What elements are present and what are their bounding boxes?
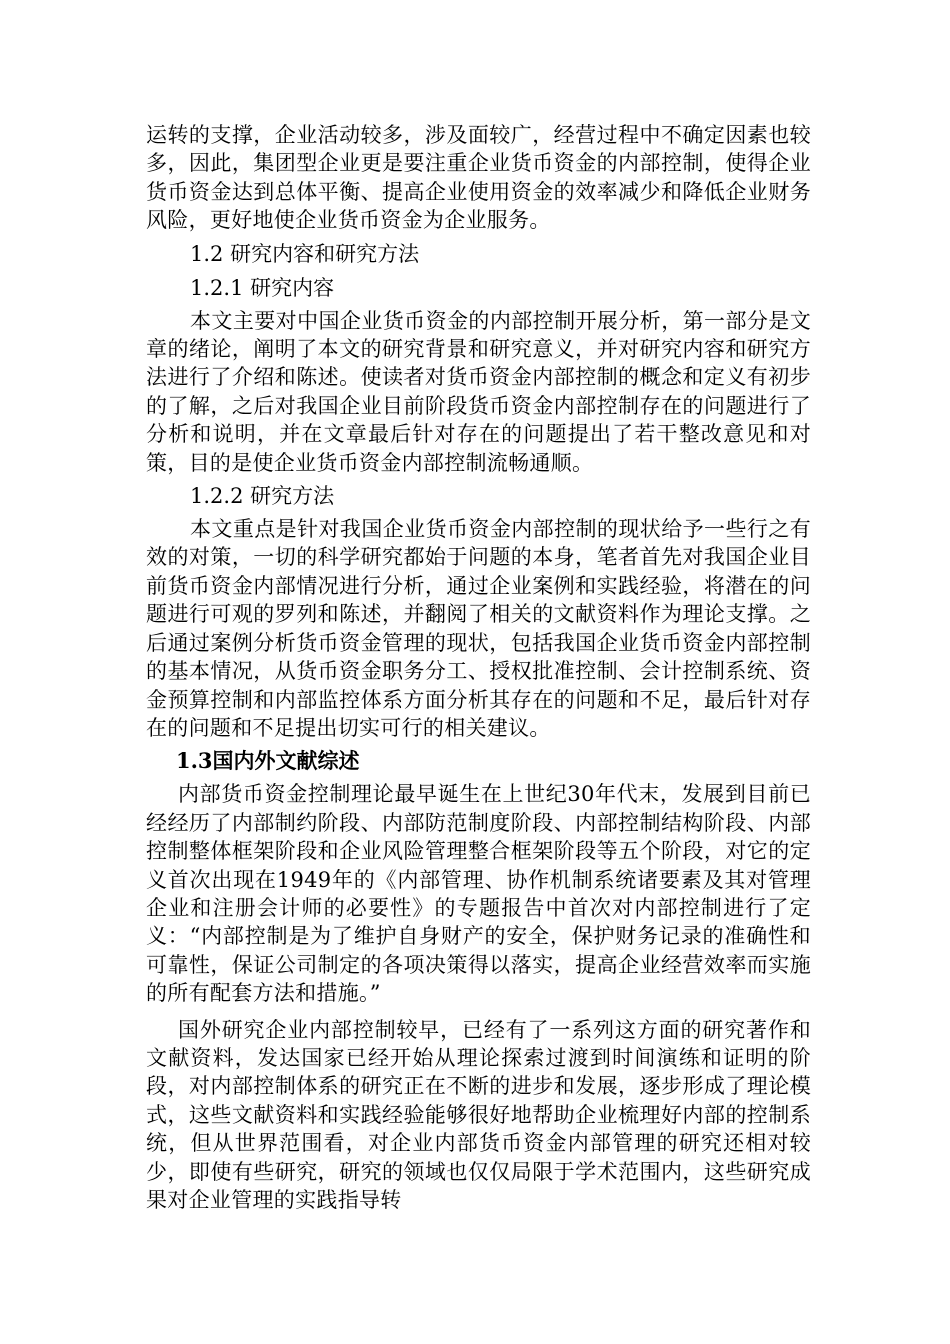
intro-paragraph: 运转的支撑，企业活动较多，涉及面较广，经营过程中不确定因素也较多，因此，集团型企业更是要注重企业货币资金的内部控制，使得企业货币资金达到总体平衡、提高企业使用资金的效率减少和降低企业财务风险，更好地使企业货币资金为企业服务。 (146, 123, 811, 233)
section-1-2-heading: 1.2 研究内容和研究方法 (190, 241, 420, 266)
subsection-1-2-2-heading: 1.2.2 研究方法 (190, 484, 335, 509)
section-1-3-heading: 1.3国内外文献综述 (176, 748, 360, 774)
literature-review-paragraph-2: 国外研究企业内部控制较早，已经有了一系列这方面的研究著作和文献资料，发达国家已经开始从理论探索过渡到时间演练和证明的阶段，对内部控制体系的研究正在不断的进步和发展，逐步形成了理论模式，这些文献资料和实践经验能够很好地帮助企业梳理好内部的控制系统，但从世界范围看，对企业内部货币资金内部管理的研究还相对较少，即使有些研究，研究的领域也仅仅局限于学术范围内，这些研究成果对企业管理的实践指导转 (146, 1017, 811, 1212)
research-content-paragraph: 本文主要对中国企业货币资金的内部控制开展分析，第一部分是文章的绪论，阐明了本文的研究背景和研究意义，并对研究内容和研究方法进行了介绍和陈述。使读者对货币资金内部控制的概念和定义有初步的了解，之后对我国企业目前阶段货币资金内部控制存在的问题进行了分析和说明，并在文章最后针对存在的问题提出了若干整改意见和对策，目的是使企业货币资金内部控制流畅通顺。 (146, 308, 811, 475)
subsection-1-2-1-heading: 1.2.1 研究内容 (190, 275, 335, 300)
document-page (146, 121, 811, 1214)
research-method-paragraph: 本文重点是针对我国企业货币资金内部控制的现状给予一些行之有效的对策，一切的科学研究都始于问题的本身，笔者首先对我国企业目前货币资金内部情况进行分析，通过企业案例和实践经验，将潜在的问题进行可观的罗列和陈述，并翻阅了相关的文献资料作为理论支撑。之后通过案例分析货币资金管理的现状，包括我国企业货币资金内部控制的基本情况，从货币资金职务分工、授权批准控制、会计控制系统、资金预算控制和内部监控体系方面分析其存在的问题和不足，最后针对存在的问题和不足提出切实可行的相关建议。 (146, 517, 811, 740)
literature-review-paragraph-1: 内部货币资金控制理论最早诞生在上世纪30年代末，发展到目前已经经历了内部制约阶段、内部防范制度阶段、内部控制结构阶段、内部控制整体框架阶段和企业风险管理整合框架阶段等五个阶段，对它的定义首次出现在1949年的《内部管理、协作机制系统诸要素及其对管理企业和注册会计师的必要性》的专题报告中首次对内部控制进行了定义：“内部控制是为了维护自身财产的安全，保护财务记录的准确性和可靠性，保证公司制定的各项决策得以落实，提高企业经营效率而实施的所有配套方法和措施。” (146, 782, 811, 1006)
